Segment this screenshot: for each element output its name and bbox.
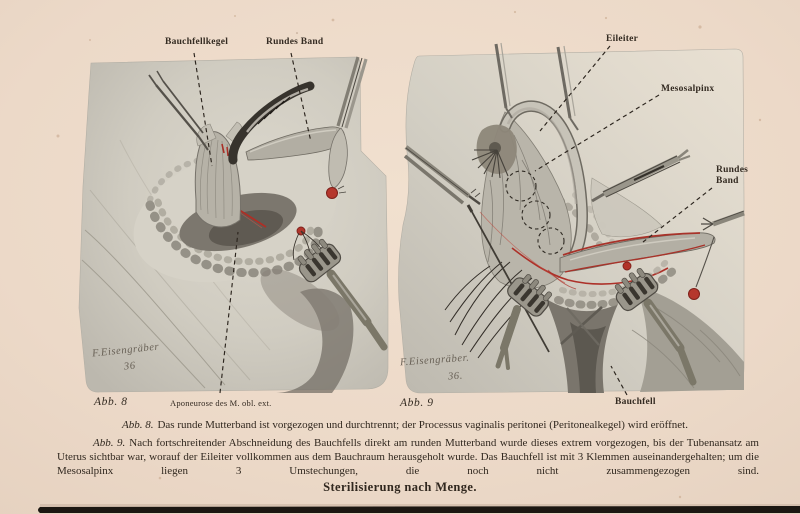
label-eileiter: Eileiter — [606, 34, 639, 44]
figure8-label: Abb. 8 — [94, 396, 128, 408]
figure8-artist-signature: F.Eisengräber — [91, 341, 160, 360]
figure8-signature-number: 36 — [123, 360, 137, 373]
figure8-caption — [52, 419, 758, 431]
figure9-caption — [57, 437, 759, 478]
figure9-signature-number: 36. — [447, 370, 464, 383]
label-bauchfell: Bauchfell — [615, 397, 656, 407]
figure9-caption-text: Nach fortschreitender Abschneidung des Bauchfells direkt am runden Mutterband wurde dieses extrem vorgezogen, bis der Tubenansatz am Uterus sichtbar war, worauf der Eileiter vollkommen aus dem Bauchraum herausgeholt wurde. Das Bauchfell ist mit 3 Klemmen auseinandergehalten; um die Mesosalpinx liegen 3 Umstechungen, die noch nicht zusammengezogen sind. — [57, 437, 759, 477]
label-bauchfellkegel: Bauchfellkegel — [165, 37, 229, 47]
page-title-text: Sterilisierung nach Menge. — [323, 480, 477, 494]
figure9-caption-ref: Abb. 9. — [93, 437, 126, 449]
label-mesosalpinx: Mesosalpinx — [661, 84, 715, 94]
figure8-illustration — [79, 57, 388, 393]
figure8-caption-ref: Abb. 8. — [122, 419, 154, 431]
label-rundes-band-fig9: Rundes Band — [716, 165, 749, 187]
figure8-caption-text: Das runde Mutterband ist vorgezogen und durchtrennt; der Processus vaginalis peritonei (Peritonealkegel) wird eröffnet. — [157, 419, 688, 431]
scan-edge-strip — [38, 506, 800, 513]
figure9-illustration — [399, 43, 745, 393]
figure9-label: Abb. 9 — [400, 397, 434, 409]
figure9-artist-signature: F.Eisengräber. — [399, 352, 470, 369]
label-aponeurose: Aponeurose des M. obl. ext. — [170, 398, 272, 408]
label-rundes-band-fig8: Rundes Band — [266, 37, 324, 47]
page-title — [0, 480, 800, 495]
